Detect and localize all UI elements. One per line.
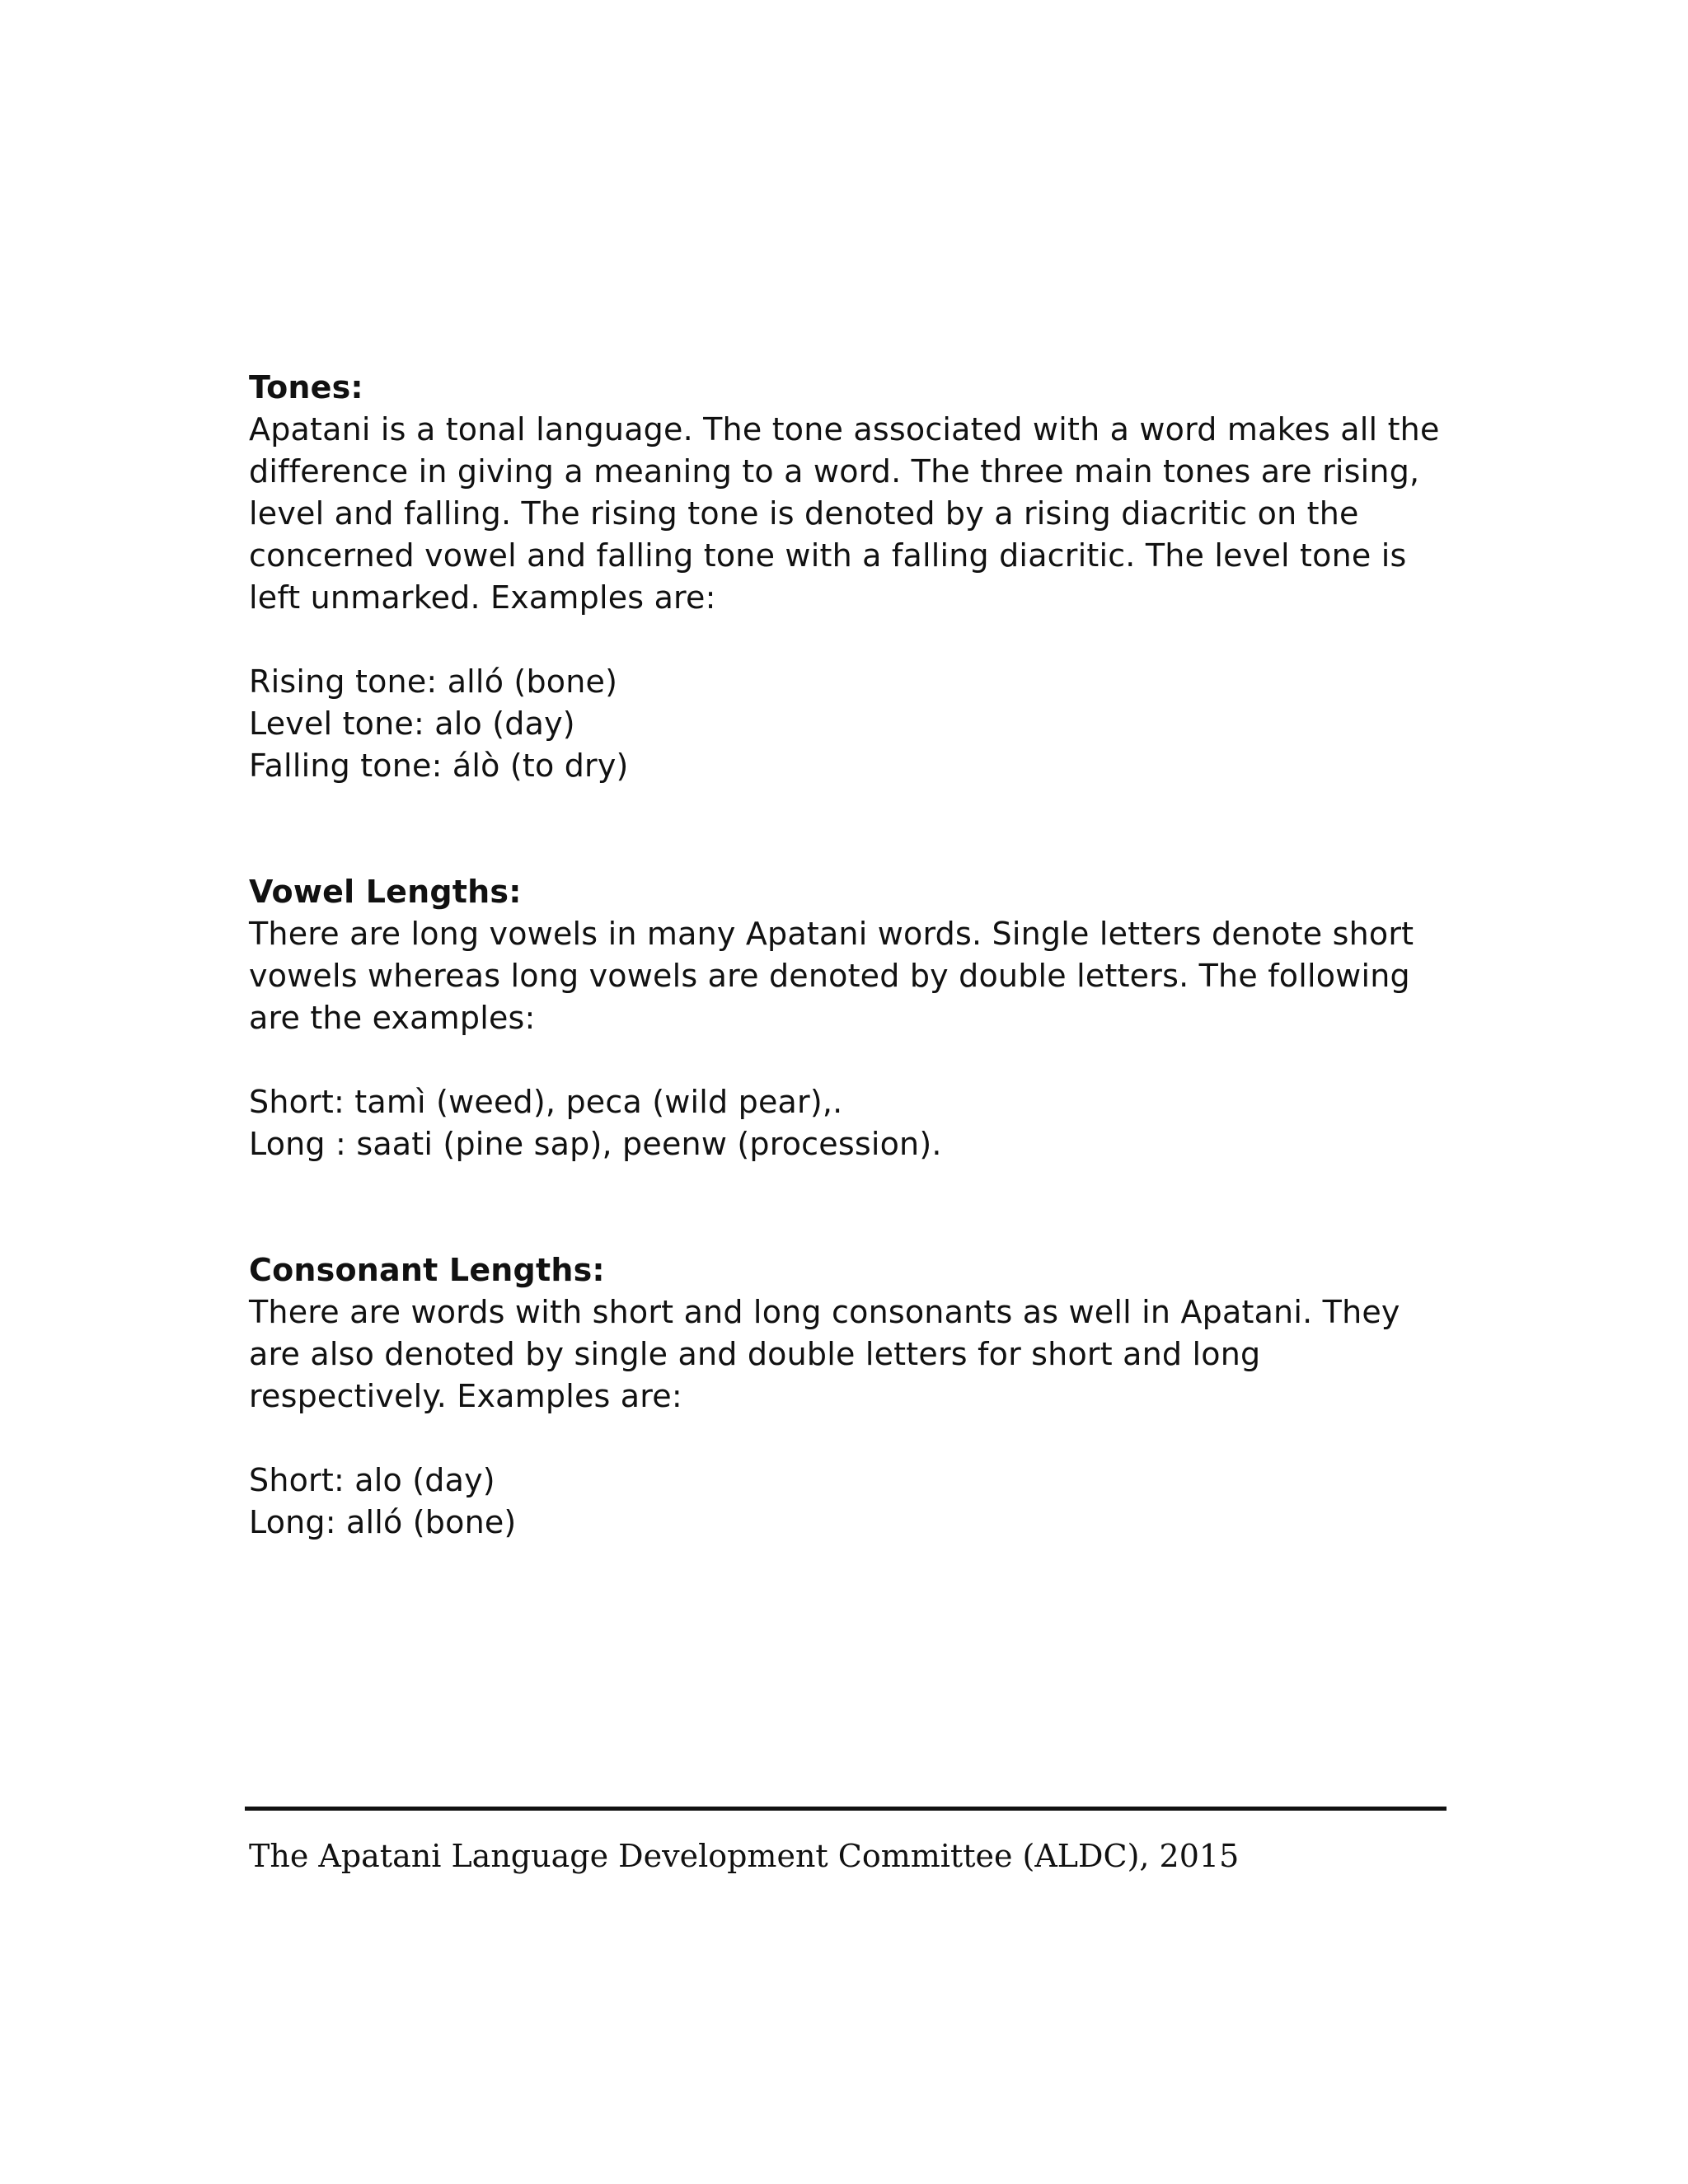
vowel-lengths-paragraph: There are long vowels in many Apatani words. Single letters denote short vowels whereas long vowels are denoted by double letters. The following are the examples: — [249, 916, 1414, 1036]
tones-example-rising: Rising tone: alló (bone) — [249, 663, 618, 700]
section-gap — [249, 787, 1452, 871]
tones-paragraph: Apatani is a tonal language. The tone associated with a word makes all the difference in giving a meaning to a word. The three main tones are rising, level and falling. The rising tone is denoted by a rising diacritic on the concerned vowel and falling tone with a falling diacritic. The level tone is left unmarked. Examples are: — [249, 411, 1440, 616]
consonant-example-long: Long: alló (bone) — [249, 1504, 517, 1540]
consonant-lengths-section — [249, 1249, 1452, 1544]
section-gap — [249, 1165, 1452, 1249]
vowel-example-short: Short: tamì (weed), peca (wild pear),. — [249, 1084, 843, 1120]
consonant-lengths-heading: Consonant Lengths: — [249, 1252, 605, 1288]
consonant-lengths-paragraph: There are words with short and long consonants as well in Apatani. They are also denoted by single and double letters for short and long respectively. Examples are: — [249, 1294, 1400, 1414]
tones-section — [249, 367, 1452, 787]
tones-example-level: Level tone: alo (day) — [249, 705, 575, 742]
document-content — [249, 367, 1452, 1544]
blank-line — [249, 1039, 1452, 1081]
blank-line — [249, 1418, 1452, 1460]
consonant-example-short: Short: alo (day) — [249, 1462, 495, 1498]
vowel-lengths-section — [249, 871, 1452, 1165]
vowel-example-long: Long : saati (pine sap), peenw (procession). — [249, 1126, 942, 1162]
tones-heading: Tones: — [249, 369, 363, 405]
blank-line — [249, 619, 1452, 661]
footer-credit: The Apatani Language Development Committee (ALDC), 2015 — [249, 1838, 1240, 1874]
vowel-lengths-heading: Vowel Lengths: — [249, 874, 522, 910]
tones-example-falling: Falling tone: álò (to dry) — [249, 748, 629, 784]
footer-divider — [245, 1807, 1447, 1811]
